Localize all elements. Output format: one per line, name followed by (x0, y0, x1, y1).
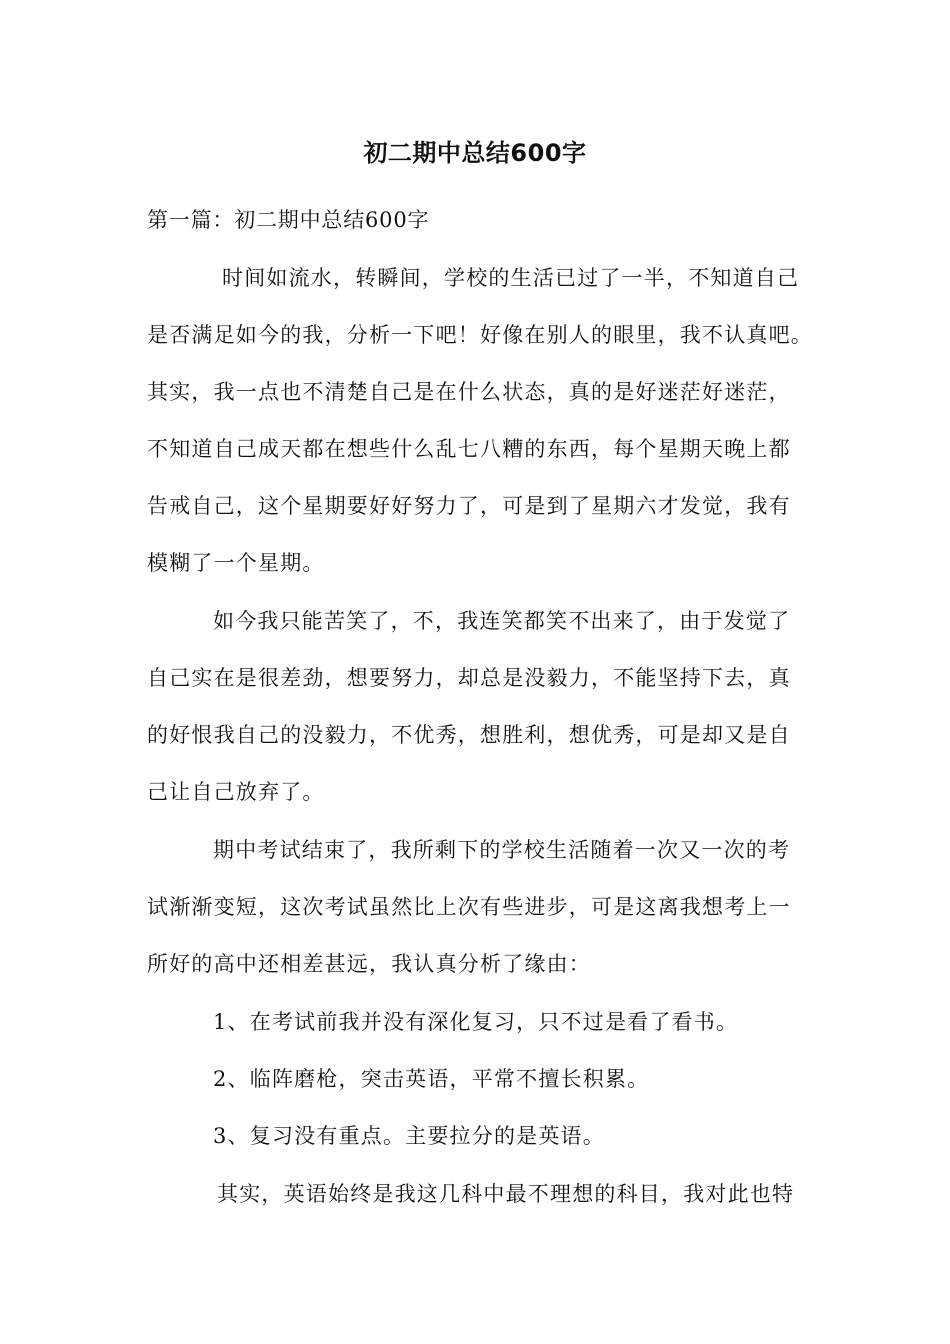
list-item: 1、在考试前我并没有深化复习，只不过是看了看书。 (213, 1010, 739, 1034)
document-title: 初二期中总结600字 (363, 139, 587, 167)
paragraph-line: 时间如流水，转瞬间，学校的生活已过了一半，不知道自己 (222, 266, 800, 290)
paragraph-line: 所好的高中还相差甚远，我认真分析了缘由： (147, 952, 591, 976)
paragraph-line: 模糊了一个星期。 (147, 551, 325, 575)
paragraph-line: 其实，我一点也不清楚自己是在什么状态，真的是好迷茫好迷茫， (147, 380, 791, 404)
paragraph-line: 如今我只能苦笑了，不，我连笑都笑不出来了，由于发觉了 (213, 609, 791, 633)
list-item: 2、临阵磨枪，突击英语，平常不擅长积累。 (213, 1067, 650, 1091)
paragraph-line: 告戒自己，这个星期要好好努力了，可是到了星期六才发觉，我有 (147, 494, 791, 518)
paragraph-line: 是否满足如今的我，分析一下吧！好像在别人的眼里，我不认真吧。 (147, 323, 813, 347)
section-heading: 第一篇：初二期中总结600字 (147, 208, 430, 232)
paragraph-line: 自己实在是很差劲，想要努力，却总是没毅力，不能坚持下去，真 (147, 666, 791, 690)
paragraph-line: 期中考试结束了，我所剩下的学校生活随着一次又一次的考 (213, 838, 791, 862)
paragraph-line: 己让自己放弃了。 (147, 780, 325, 804)
paragraph-line: 试渐渐变短，这次考试虽然比上次有些进步，可是这离我想考上一 (147, 895, 791, 919)
paragraph-line: 其实，英语始终是我这几科中最不理想的科目，我对此也特 (217, 1182, 795, 1206)
paragraph-line: 不知道自己成天都在想些什么乱七八糟的东西，每个星期天晚上都 (147, 437, 791, 461)
paragraph-line: 的好恨我自己的没毅力，不优秀，想胜利，想优秀，可是却又是自 (147, 723, 791, 747)
list-item: 3、复习没有重点。主要拉分的是英语。 (213, 1124, 605, 1148)
